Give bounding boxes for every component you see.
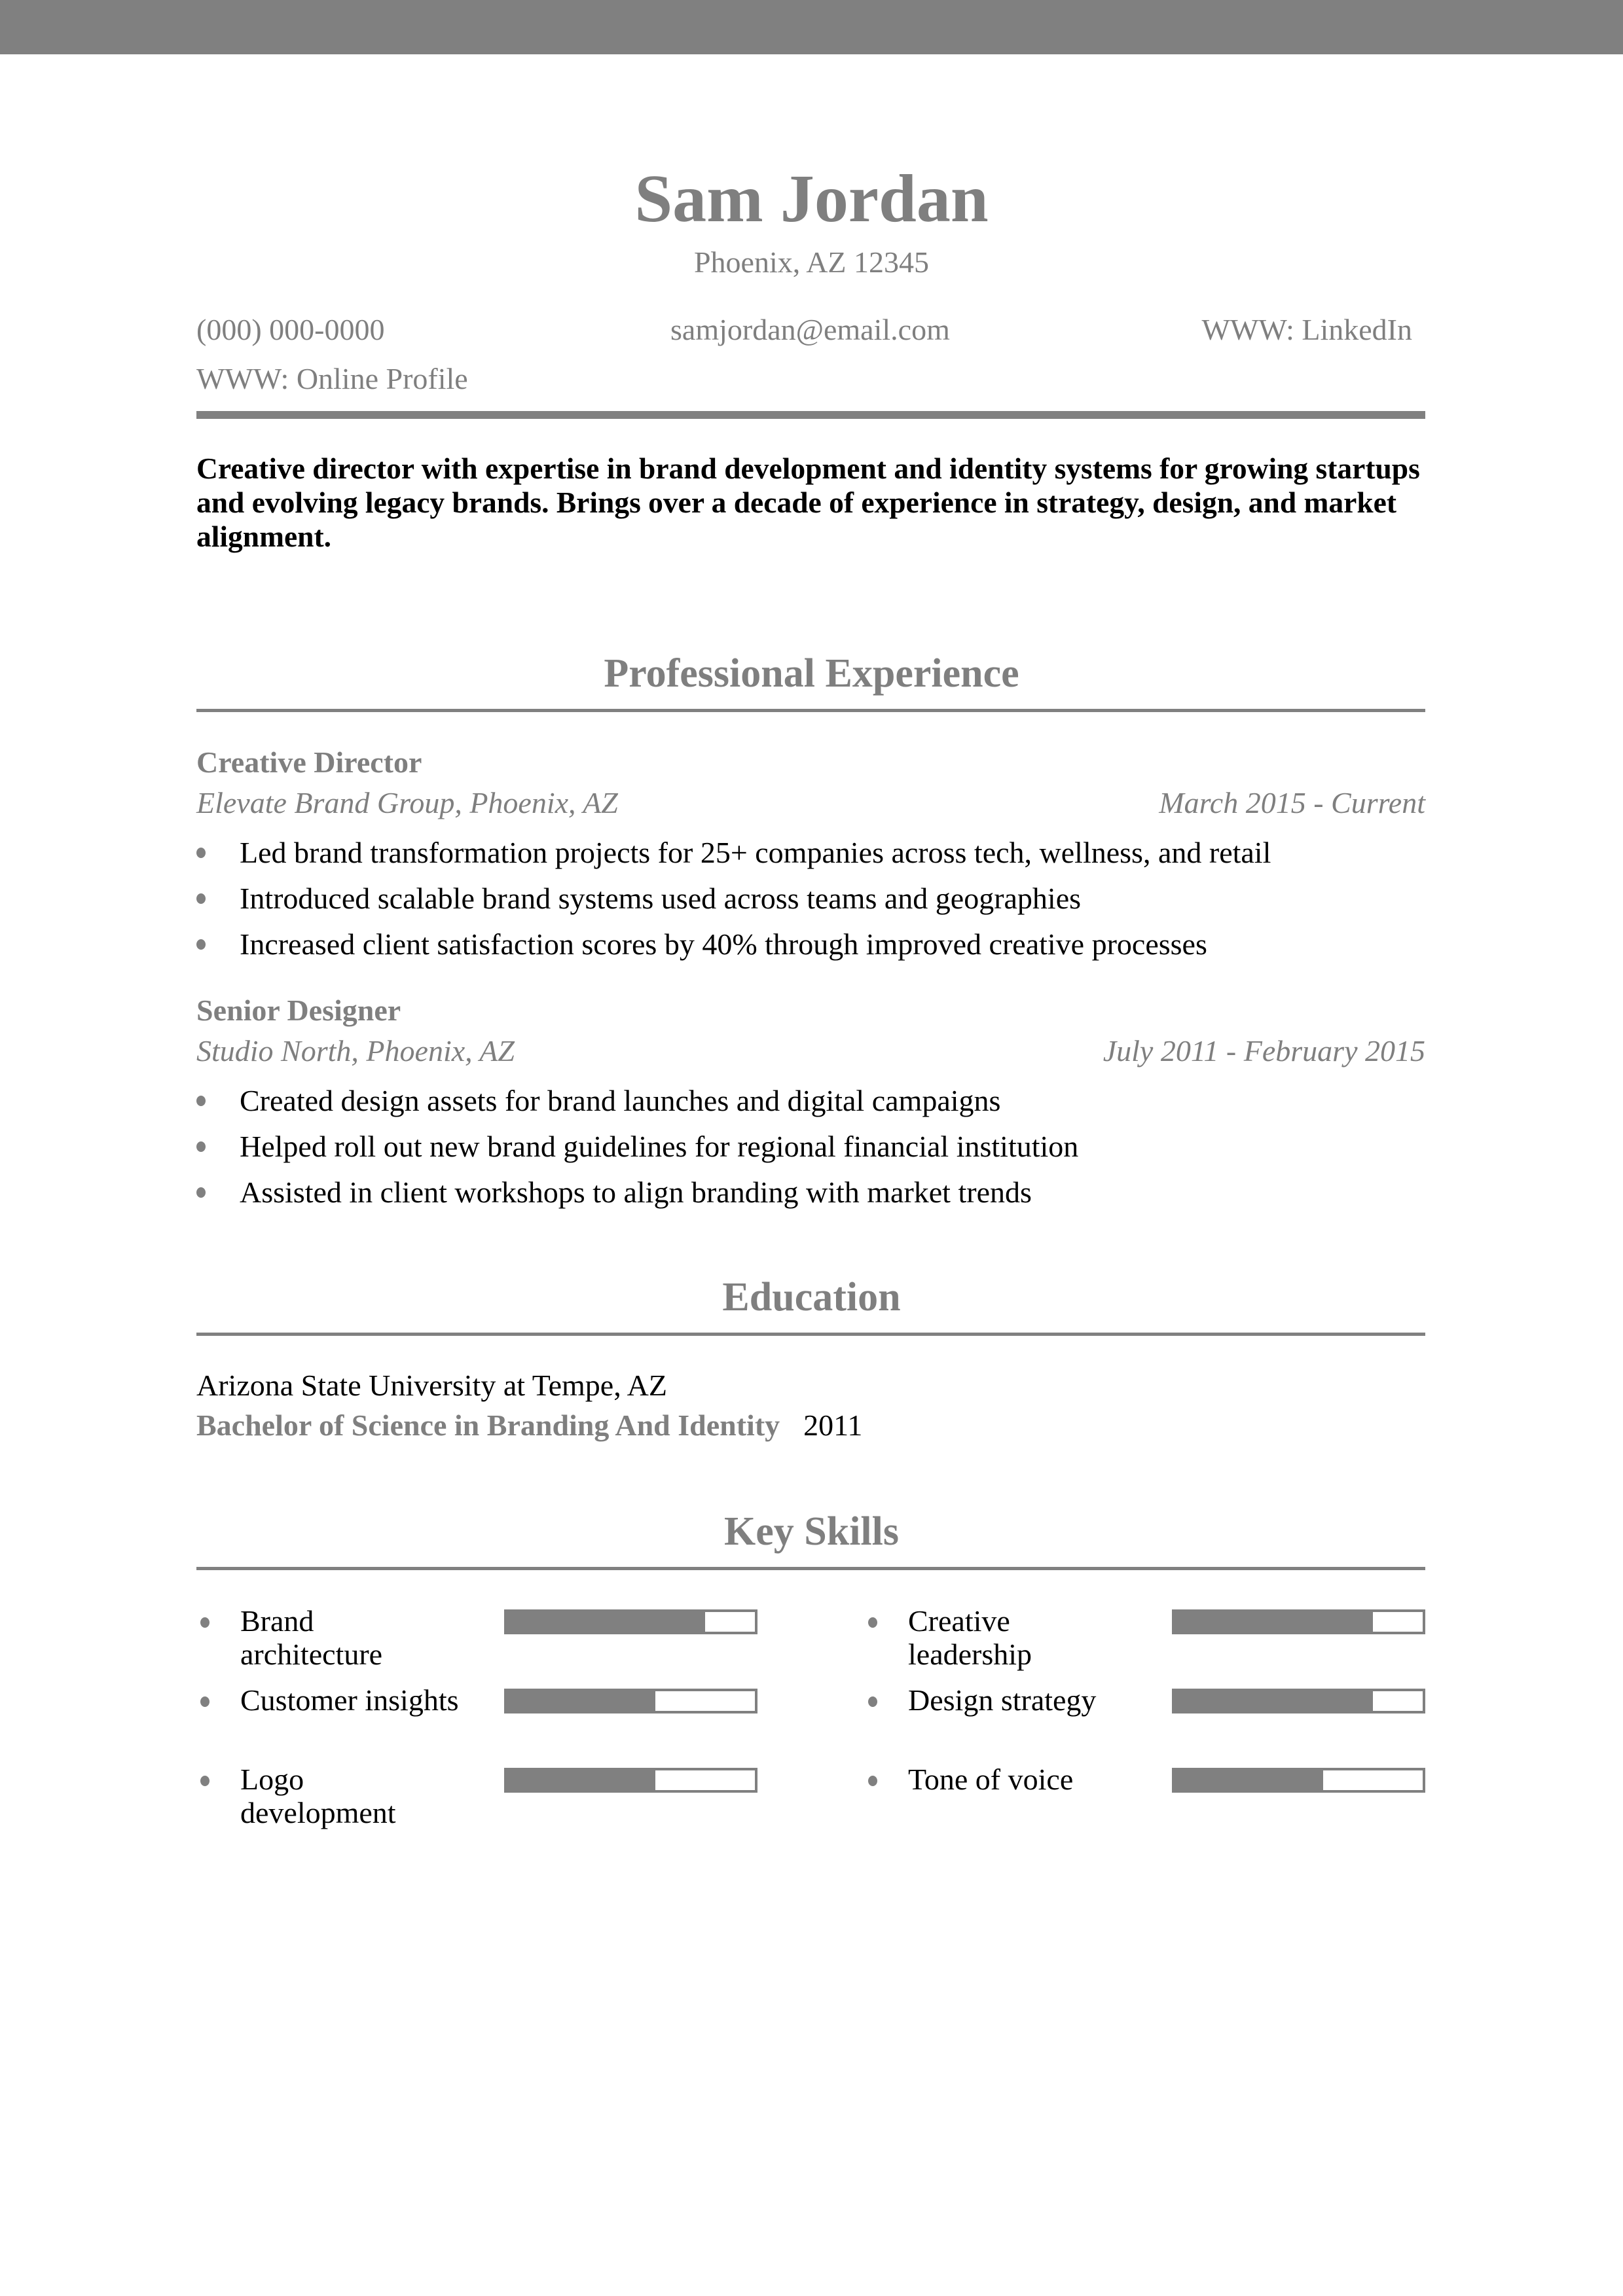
contact-online-profile[interactable]: WWW: Online Profile: [196, 362, 468, 395]
job-title: Senior Designer: [196, 994, 401, 1027]
bullet-icon: [196, 1141, 206, 1152]
header-band: [0, 0, 1623, 54]
section-title-skills: Key Skills: [723, 1509, 899, 1554]
education-year: 2011: [803, 1408, 863, 1442]
bullet-icon: [200, 1776, 210, 1786]
job-bullet-text: Created design assets for brand launches and digital campaigns: [240, 1084, 1001, 1117]
bullet-icon: [196, 848, 206, 858]
education-degree: Bachelor of Science in Branding And Identity: [196, 1408, 780, 1442]
skill-level-fill: [1175, 1770, 1323, 1790]
bullet-icon: [196, 893, 206, 904]
skill-level-bar: [504, 1689, 757, 1713]
bullet-icon: [196, 939, 206, 950]
candidate-location: Phoenix, AZ 12345: [693, 245, 930, 279]
bullet-icon: [196, 1096, 206, 1106]
skill-level-bar: [1172, 1768, 1425, 1793]
bullet-icon: [196, 1187, 206, 1198]
section-divider-education: [196, 1333, 1425, 1336]
bullet-icon: [868, 1696, 877, 1707]
job-bullet: [196, 1132, 1078, 1162]
contact-linkedin[interactable]: WWW: LinkedIn: [1201, 313, 1412, 346]
contact-email[interactable]: samjordan@email.com: [670, 313, 950, 346]
job-bullet: [196, 1086, 1000, 1116]
skill-level-fill: [1175, 1612, 1373, 1632]
skill-level-bar: [504, 1768, 757, 1793]
education-school: Arizona State University at Tempe, AZ: [196, 1369, 667, 1402]
job-bullet-text: Helped roll out new brand guidelines for regional financial institution: [240, 1130, 1079, 1163]
skill-label: Design strategy: [908, 1683, 1097, 1717]
job-bullet-text: Increased client satisfaction scores by 40% through improved creative processes: [240, 927, 1207, 961]
header-divider: [196, 411, 1425, 419]
section-divider-experience: [196, 709, 1425, 712]
skill-label: Tone of voice: [908, 1763, 1074, 1796]
bullet-icon: [200, 1696, 210, 1707]
candidate-name: Sam Jordan: [634, 161, 989, 236]
section-divider-skills: [196, 1567, 1425, 1570]
job-bullet: [196, 1177, 1032, 1208]
skill-level-fill: [507, 1612, 705, 1632]
job-bullet: [196, 884, 1081, 914]
section-title-experience: Professional Experience: [604, 651, 1019, 696]
contact-phone: (000) 000-0000: [196, 313, 385, 346]
skill-level-fill: [507, 1691, 655, 1711]
job-bullet-text: Introduced scalable brand systems used across teams and geographies: [240, 882, 1082, 915]
skill-level-fill: [1175, 1691, 1373, 1711]
skill-level-bar: [504, 1609, 757, 1634]
section-title-education: Education: [722, 1275, 901, 1319]
skill-label: Creative leadership: [908, 1604, 1032, 1671]
skill-level-fill: [507, 1770, 655, 1790]
job-title: Creative Director: [196, 745, 422, 779]
job-bullet: [196, 929, 1207, 960]
skill-level-bar: [1172, 1609, 1425, 1634]
education-degree-row: [196, 1410, 862, 1441]
job-bullet-text: Assisted in client workshops to align branding with market trends: [240, 1175, 1032, 1209]
job-bullet: [196, 838, 1271, 868]
skill-label: Logo development: [240, 1763, 396, 1829]
professional-summary: Creative director with expertise in brand development and identity systems for growing startups and evolving legacy brands. Brings over a decade of experience in strategy, design, and market alignment.: [196, 452, 1420, 553]
job-company: Studio North, Phoenix, AZ: [196, 1034, 515, 1067]
skill-label: Customer insights: [240, 1683, 459, 1717]
bullet-icon: [868, 1617, 877, 1628]
job-company: Elevate Brand Group, Phoenix, AZ: [196, 786, 618, 819]
job-dates: March 2015 - Current: [1159, 786, 1425, 819]
skill-level-bar: [1172, 1689, 1425, 1713]
bullet-icon: [200, 1617, 210, 1628]
bullet-icon: [868, 1776, 877, 1786]
job-bullet-text: Led brand transformation projects for 25+ companies across tech, wellness, and retail: [240, 836, 1271, 869]
skill-label: Brand architecture: [240, 1604, 383, 1671]
job-dates: July 2011 - February 2015: [1103, 1034, 1425, 1067]
